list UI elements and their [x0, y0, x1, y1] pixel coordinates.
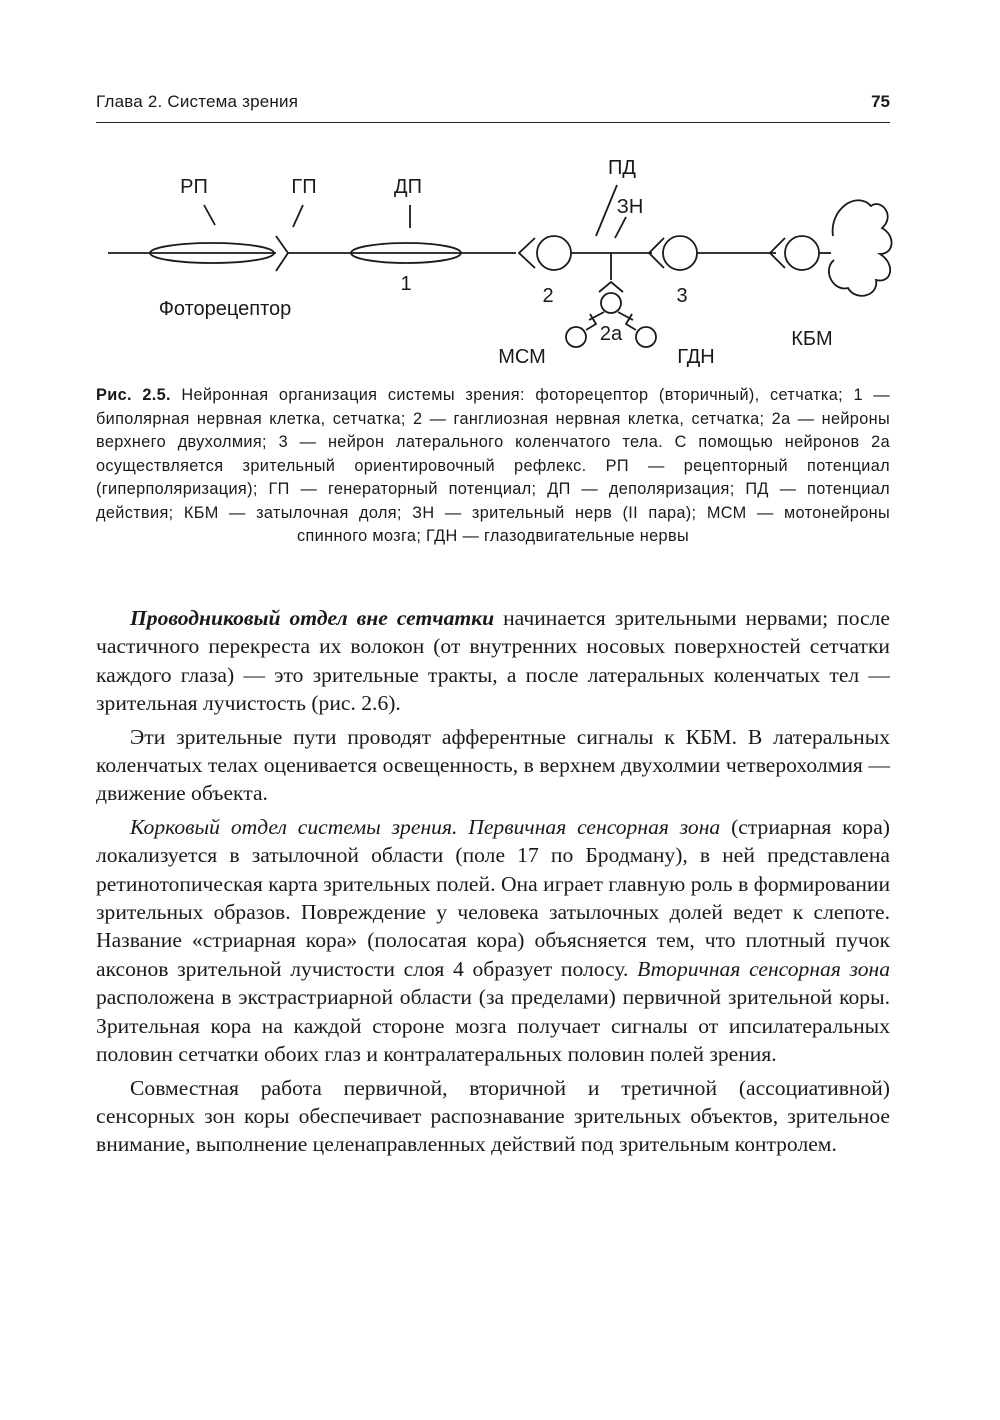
synapse-1 — [276, 236, 288, 271]
figure-caption — [96, 384, 890, 549]
label-1: 1 — [400, 273, 412, 295]
paragraph-1-text: начинается зрительными нервами; после частичного перекреста их волокон (от внутренних носовых поверхностей сетчатки каждого глаза) — это зрительные тракты, а после латеральных коленчатых тел — зрительная лучистость (рис. 2.6). — [96, 606, 890, 716]
label-kbm: КБМ — [791, 328, 833, 350]
synapse-2 — [519, 238, 535, 268]
cortex-cloud — [829, 200, 892, 296]
chapter-title: Глава 2. Система зрения — [96, 92, 299, 111]
paragraph-1 — [96, 604, 890, 718]
colliculus-neuron — [601, 293, 621, 313]
label-rp: РП — [180, 176, 208, 198]
label-gdn: ГДН — [677, 346, 715, 368]
ganglion-cell — [537, 236, 571, 270]
label-dp: ДП — [394, 176, 422, 198]
label-pd: ПД — [608, 157, 636, 179]
label-photoreceptor: Фоторецептор — [158, 298, 292, 320]
label-gp: ГП — [291, 176, 317, 198]
label-msm: МСМ — [498, 346, 546, 368]
paragraph-2: Эти зрительные пути проводят афферентные сигналы к КБМ. В латеральных коленчатых телах оценивается освещенность, в верхнем двухолмии четверохолмия — движение объекта. — [96, 724, 890, 806]
page-number: 75 — [871, 92, 890, 111]
figure-2-5 — [96, 150, 896, 380]
pd-pointer — [596, 185, 617, 236]
paragraph-3-lead: Корковый отдел системы зрения. Первичная сенсорная зона — [130, 814, 721, 839]
paragraph-3-italic: Вторичная сенсорная зона — [637, 956, 890, 981]
rp-pointer — [204, 205, 215, 225]
lgn-neuron — [663, 236, 697, 270]
running-header — [96, 92, 890, 123]
label-3: 3 — [676, 285, 688, 307]
label-2: 2 — [542, 285, 554, 307]
zn-pointer — [615, 217, 626, 238]
gdn-neuron — [636, 327, 656, 347]
caption-text: Нейронная организация системы зрения: фоторецептор (вторичный), сетчатка; 1 — биполярная нервная клетка, сетчатка; 2 — ганглиозная нервная клетка, сетчатка; 2а — нейроны верхнего двухолмия; 3 — нейрон латерального коленчатого тела. С помощью нейронов 2а осуществляется зрительный ориентировочный рефлекс. РП — рецепторный потенциал (гиперполяризация); ГП — генераторный потенциал; ДП — деполяризация; ПД — потенциал действия; КБМ — затылочная доля; ЗН — зрительный нерв (II пара); МСМ — мотонейроны спинного мозга; ГДН — глазодвигательные нервы — [96, 386, 891, 545]
body-text — [96, 604, 890, 1164]
paragraph-3 — [96, 813, 890, 1069]
paragraph-3-text-2: расположена в экстрастриарной области (за пределами) первичной зрительной коры. Зрительная кора на каждой стороне мозга получает сигналы от ипсилатеральных половин сетчатки обоих глаз и контралатеральных половин полей зрения. — [96, 985, 890, 1067]
label-2a: 2а — [599, 323, 623, 345]
neuron-diagram — [96, 150, 896, 380]
caption-label: Рис. 2.5. — [96, 386, 171, 404]
paragraph-3-text-1: (стриарная кора) локализуется в затылочной области (поле 17 по Бродману), в ней представлена ретинотопическая карта зрительных полей. Она играет главную роль в формировании зрительных образов. Повреждение у человека затылочных долей ведет к слепоте. Название «стриарная кора» (полосатая кора) объясняется тем, что плотный пучок аксонов зрительной лучистости слоя 4 образует полосу. — [96, 814, 890, 981]
synapse-2a — [599, 282, 623, 292]
paragraph-4: Совместная работа первичной, вторичной и третичной (ассоциативной) сенсорных зон коры обеспечивает распознавание зрительных объектов, зрительное внимание, выполнение целенаправленных действий под зрительным контролем. — [96, 1075, 890, 1157]
label-zn: ЗН — [616, 196, 644, 218]
paragraph-1-lead: Проводниковый отдел вне сетчатки — [130, 606, 495, 630]
gp-pointer — [293, 205, 303, 227]
msm-neuron — [566, 327, 586, 347]
cortex-neuron — [785, 236, 819, 270]
